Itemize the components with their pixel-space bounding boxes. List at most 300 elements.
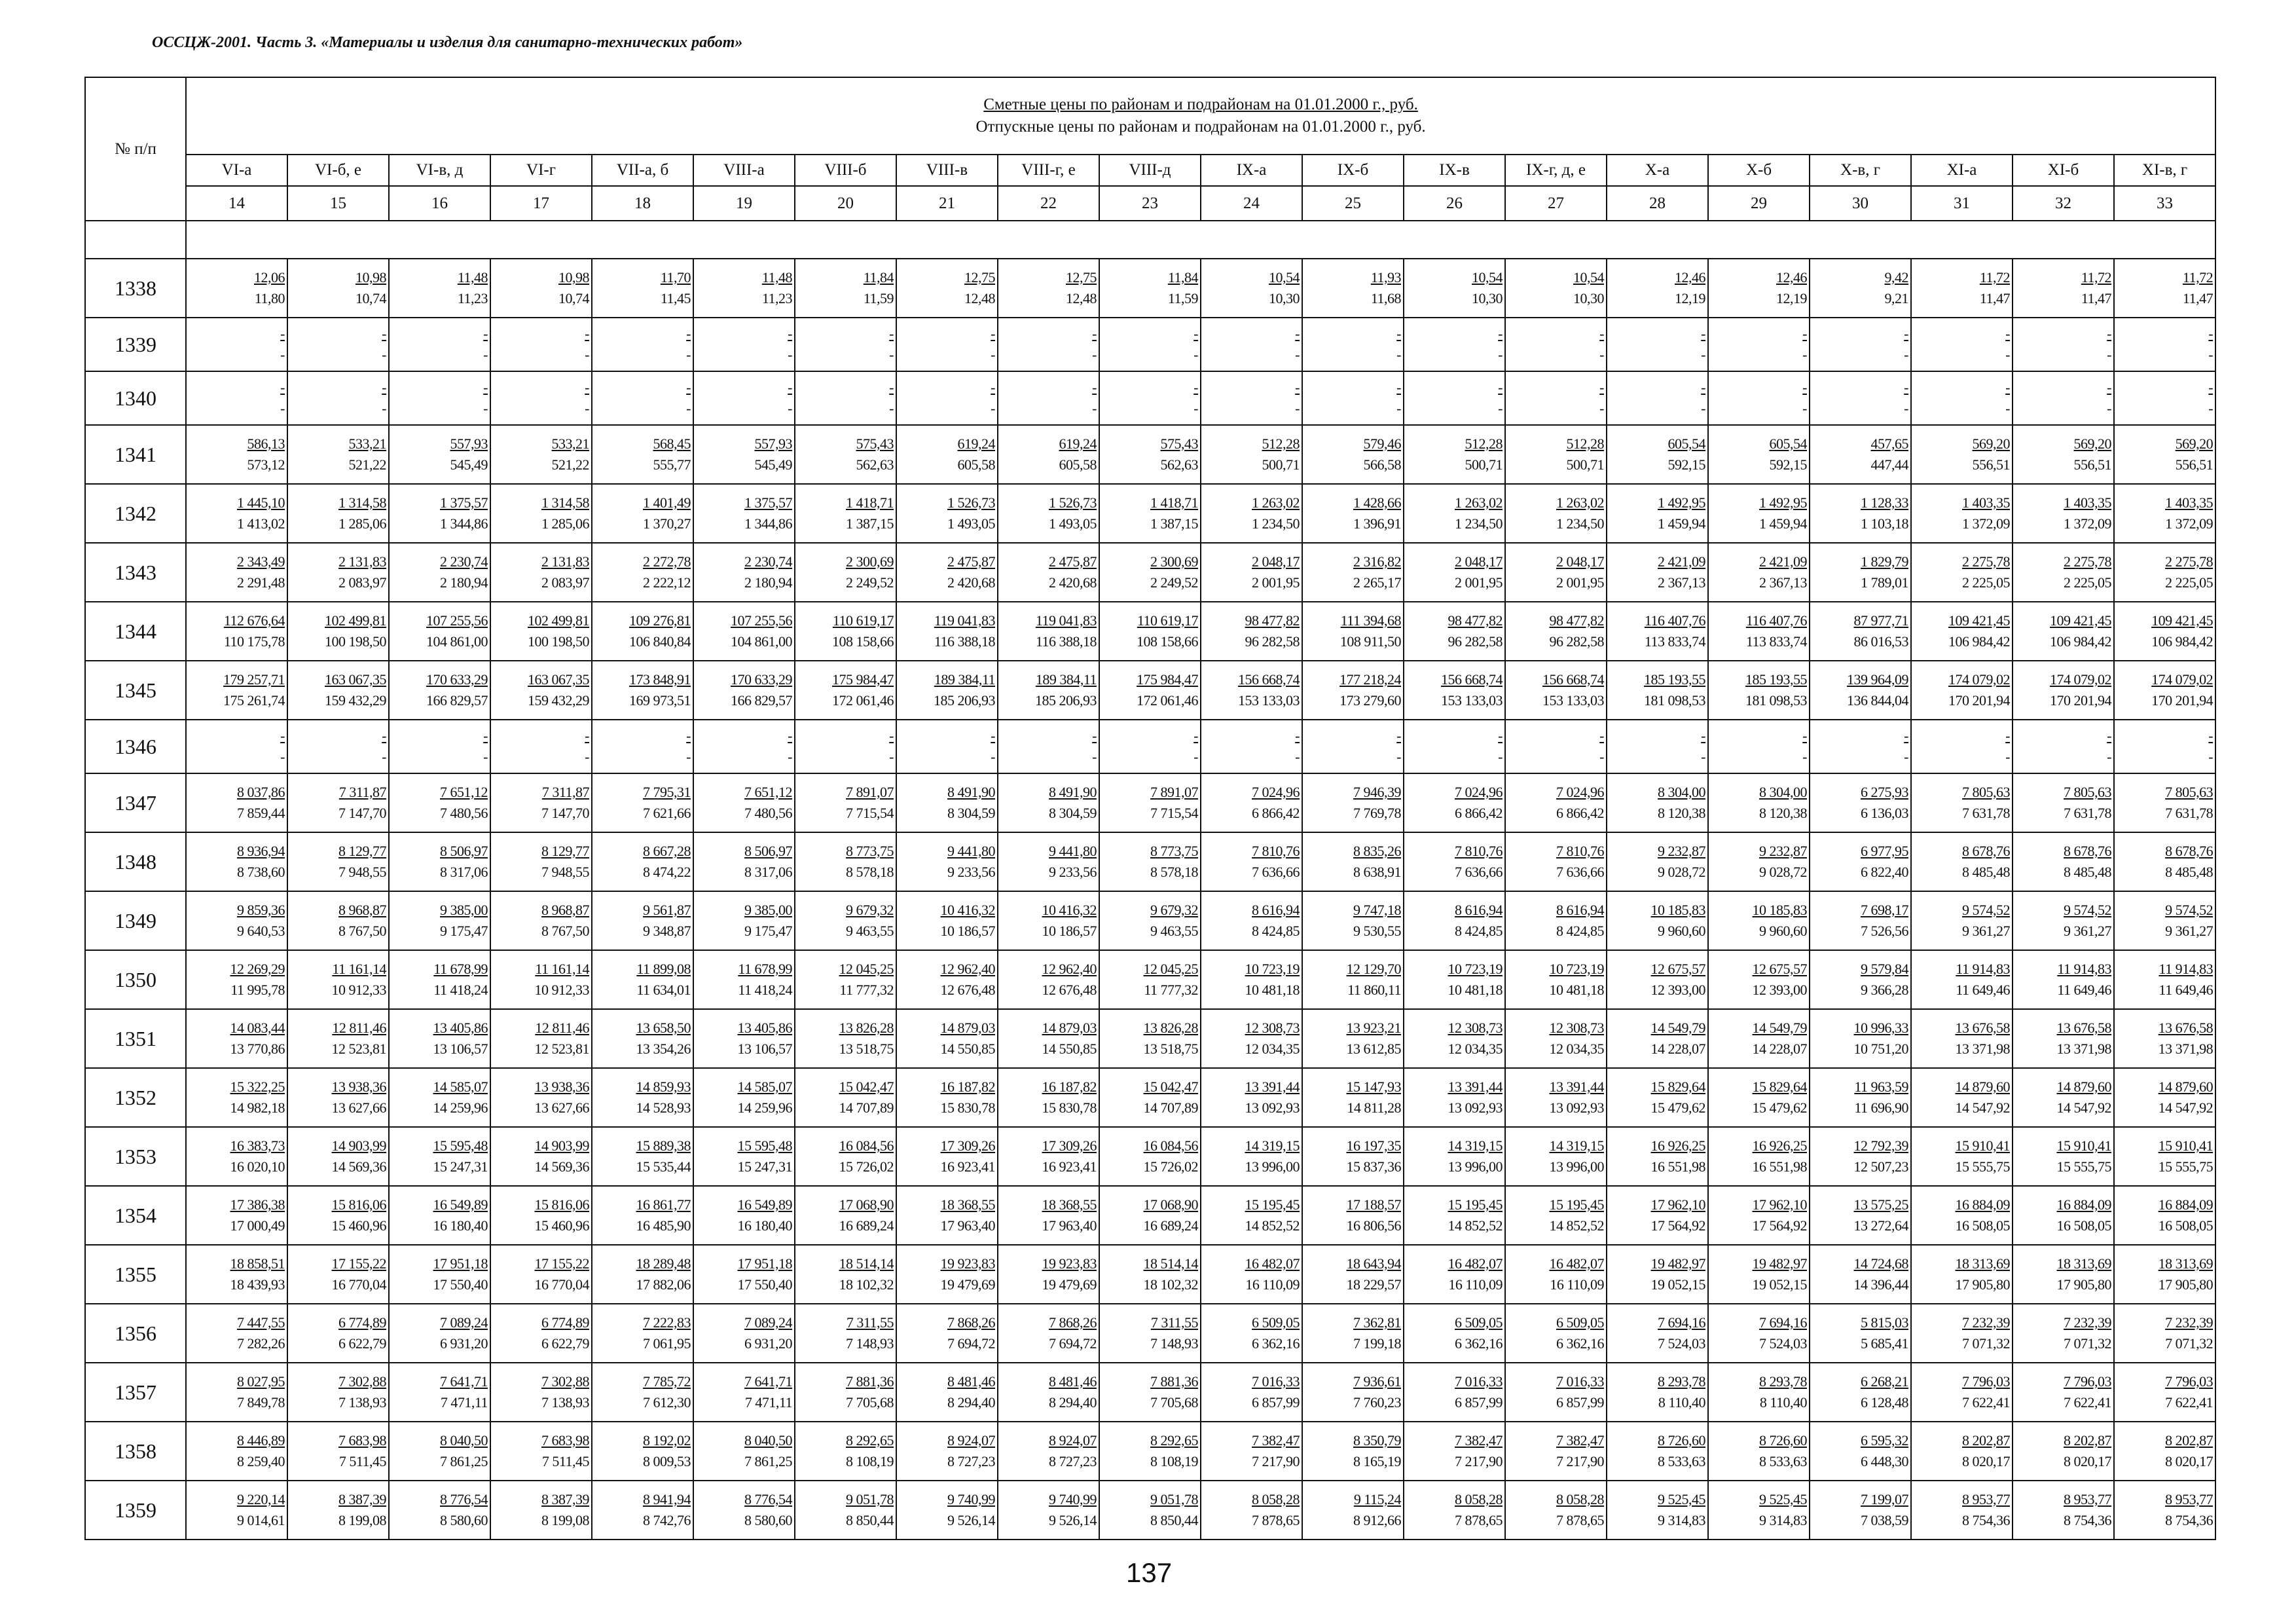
price-cell xyxy=(186,1422,287,1481)
estimate-price: - xyxy=(788,325,792,342)
price-cell xyxy=(1404,425,1505,484)
price-cell xyxy=(592,1422,693,1481)
release-price: 7 622,41 xyxy=(1962,1394,2010,1411)
column-number: 24 xyxy=(1201,186,1302,221)
price-cell xyxy=(1505,318,1607,371)
estimate-price: 14 585,07 xyxy=(433,1079,488,1095)
release-price: 2 291,48 xyxy=(237,574,285,591)
release-price: 7 760,23 xyxy=(1353,1394,1401,1411)
estimate-price: 18 313,69 xyxy=(2056,1255,2111,1272)
estimate-price: 8 678,76 xyxy=(2064,843,2111,859)
release-price: - xyxy=(1194,400,1198,416)
estimate-price: 87 977,71 xyxy=(1853,612,1908,629)
estimate-price: - xyxy=(788,379,792,396)
release-price: 8 912,66 xyxy=(1353,1512,1401,1528)
estimate-price: - xyxy=(1194,325,1198,342)
price-cell xyxy=(1505,259,1607,318)
release-price: 8 578,18 xyxy=(846,864,894,880)
release-price: 7 480,56 xyxy=(440,805,488,821)
price-cell xyxy=(896,371,998,425)
estimate-price: 8 953,77 xyxy=(2165,1491,2214,1507)
estimate-price: 7 694,16 xyxy=(1759,1314,1807,1331)
release-price: 12,19 xyxy=(1776,290,1807,306)
release-price: 7 480,56 xyxy=(744,805,792,821)
row-number: 1352 xyxy=(85,1068,186,1127)
price-cell xyxy=(2013,1068,2114,1127)
release-price: 11 649,46 xyxy=(2057,982,2111,998)
estimate-price: 9 051,78 xyxy=(1150,1491,1198,1507)
release-price: 10,30 xyxy=(1573,290,1604,306)
estimate-price: 18 289,48 xyxy=(636,1255,691,1272)
price-cell xyxy=(1302,1363,1404,1422)
price-cell xyxy=(1302,371,1404,425)
price-cell xyxy=(1302,1304,1404,1363)
price-cell xyxy=(1302,259,1404,318)
price-cell xyxy=(1404,1009,1505,1068)
estimate-price: 15 042,47 xyxy=(1143,1079,1198,1095)
release-price: 11 418,24 xyxy=(433,982,488,998)
region-header: XI-а xyxy=(1911,155,2013,186)
release-price: 18 102,32 xyxy=(1143,1276,1198,1293)
estimate-price: 557,93 xyxy=(450,435,488,452)
release-price: 9 314,83 xyxy=(1658,1512,1705,1528)
estimate-price: 8 027,95 xyxy=(237,1373,285,1390)
estimate-price: - xyxy=(483,379,488,396)
row-number: 1345 xyxy=(85,661,186,720)
release-price: 1 789,01 xyxy=(1861,574,1908,591)
estimate-price: 9 679,32 xyxy=(1150,902,1198,918)
estimate-price: 18 514,14 xyxy=(1143,1255,1198,1272)
release-price: 1 372,09 xyxy=(1962,515,2010,532)
price-cell xyxy=(1099,318,1201,371)
release-price: 9 361,27 xyxy=(2064,923,2111,939)
estimate-price: 2 048,17 xyxy=(1455,553,1503,570)
release-price: 8 578,18 xyxy=(1150,864,1198,880)
price-cell xyxy=(389,1422,490,1481)
release-price: 2 222,12 xyxy=(643,574,691,591)
release-price: 8 120,38 xyxy=(1658,805,1705,821)
estimate-price: 7 805,63 xyxy=(2165,784,2214,800)
region-header: VI-б, е xyxy=(287,155,389,186)
release-price: 9 175,47 xyxy=(440,923,488,939)
release-price: 170 201,94 xyxy=(2050,692,2111,709)
release-price: 14 852,52 xyxy=(1549,1217,1604,1234)
price-cell xyxy=(389,371,490,425)
price-cell xyxy=(1099,832,1201,891)
release-price: 104 861,00 xyxy=(426,633,488,650)
price-cell xyxy=(1201,773,1302,832)
estimate-price: 98 477,82 xyxy=(1549,612,1604,629)
price-cell xyxy=(1911,1068,2013,1127)
release-price: 14 569,36 xyxy=(534,1158,589,1175)
estimate-price: 9 574,52 xyxy=(2165,902,2214,918)
release-price: 13 518,75 xyxy=(1143,1041,1198,1057)
release-price: 7 147,70 xyxy=(541,805,589,821)
estimate-price: 7 698,17 xyxy=(1861,902,1908,918)
estimate-price: 1 492,95 xyxy=(1759,494,1807,511)
estimate-price: 512,28 xyxy=(1566,435,1604,452)
price-cell xyxy=(186,773,287,832)
estimate-price: 11,84 xyxy=(1167,269,1198,286)
estimate-price: 139 964,09 xyxy=(1847,671,1908,688)
price-cell xyxy=(1607,773,1708,832)
price-cell xyxy=(998,773,1099,832)
estimate-price: 7 796,03 xyxy=(1962,1373,2010,1390)
price-cell xyxy=(1201,1363,1302,1422)
estimate-price: 15 322,25 xyxy=(230,1079,285,1095)
release-price: 6 128,48 xyxy=(1861,1394,1908,1411)
estimate-price: 7 683,98 xyxy=(338,1432,386,1449)
estimate-price: 8 667,28 xyxy=(643,843,691,859)
price-cell xyxy=(998,543,1099,602)
estimate-price: 12 045,25 xyxy=(1143,961,1198,977)
release-price: 7 471,11 xyxy=(744,1394,792,1411)
column-number: 16 xyxy=(389,186,490,221)
release-price: 9 014,61 xyxy=(237,1512,285,1528)
price-cell xyxy=(592,661,693,720)
estimate-price: 568,45 xyxy=(653,435,691,452)
estimate-price: 1 428,66 xyxy=(1353,494,1401,511)
price-cell xyxy=(490,425,592,484)
estimate-price: 457,65 xyxy=(1870,435,1908,452)
price-cell xyxy=(795,720,896,773)
release-price: 7 861,25 xyxy=(440,1453,488,1469)
release-price: - xyxy=(1904,346,1908,363)
release-price: - xyxy=(2005,346,2010,363)
release-price: - xyxy=(2208,346,2214,363)
estimate-price: 8 304,00 xyxy=(1759,784,1807,800)
price-cell xyxy=(896,602,998,661)
price-cell xyxy=(1708,1304,1810,1363)
release-price: 13 371,98 xyxy=(2056,1041,2111,1057)
price-cell xyxy=(490,1186,592,1245)
estimate-price: 1 314,58 xyxy=(338,494,386,511)
row-number-header: № п/п xyxy=(85,77,186,221)
release-price: - xyxy=(1295,748,1300,765)
price-cell xyxy=(998,1422,1099,1481)
release-price: 2 225,05 xyxy=(1962,574,2010,591)
release-price: 7 138,93 xyxy=(338,1394,386,1411)
price-cell xyxy=(1810,1422,1911,1481)
estimate-price: 7 683,98 xyxy=(541,1432,589,1449)
price-cell xyxy=(1810,773,1911,832)
price-cell xyxy=(1099,1481,1201,1540)
price-cell xyxy=(389,484,490,543)
release-price: 15 535,44 xyxy=(636,1158,691,1175)
price-cell xyxy=(592,543,693,602)
estimate-price: 7 311,55 xyxy=(846,1314,894,1331)
region-header: X-б xyxy=(1708,155,1810,186)
price-cell xyxy=(1708,1068,1810,1127)
estimate-price: 8 726,60 xyxy=(1759,1432,1807,1449)
estimate-price: 16 884,09 xyxy=(2056,1196,2111,1213)
release-price: 14 852,52 xyxy=(1245,1217,1300,1234)
estimate-price: 1 375,57 xyxy=(440,494,488,511)
estimate-price: 8 773,75 xyxy=(846,843,894,859)
column-numbers-row xyxy=(85,186,2215,221)
estimate-price: 14 879,60 xyxy=(2158,1079,2214,1095)
release-price: 10 481,18 xyxy=(1549,982,1604,998)
region-header: VIII-г, е xyxy=(998,155,1099,186)
region-header: VI-г xyxy=(490,155,592,186)
price-cell xyxy=(1708,832,1810,891)
price-cell xyxy=(389,773,490,832)
release-price: 170 201,94 xyxy=(1948,692,2010,709)
column-number: 26 xyxy=(1404,186,1505,221)
release-price: 8 020,17 xyxy=(2064,1453,2111,1469)
estimate-price: 7 362,81 xyxy=(1353,1314,1401,1331)
price-cell xyxy=(1810,891,1911,950)
release-price: 106 984,42 xyxy=(2151,633,2214,650)
estimate-price: 2 475,87 xyxy=(1049,553,1097,570)
release-price: 573,12 xyxy=(247,456,285,473)
estimate-price: 107 255,56 xyxy=(426,612,488,629)
release-price: 16 923,41 xyxy=(1042,1158,1097,1175)
release-price: 13 092,93 xyxy=(1448,1099,1503,1116)
row-number: 1356 xyxy=(85,1304,186,1363)
price-cell xyxy=(1810,1186,1911,1245)
estimate-price: - xyxy=(1092,379,1097,396)
price-cell xyxy=(795,1422,896,1481)
price-cell xyxy=(1201,1068,1302,1127)
estimate-price: 15 910,41 xyxy=(1955,1137,2010,1154)
price-cell xyxy=(490,1127,592,1186)
release-price: 556,51 xyxy=(2073,456,2111,473)
release-price: 6 866,42 xyxy=(1455,805,1503,821)
price-cell xyxy=(1099,1422,1201,1481)
release-price: - xyxy=(2107,346,2111,363)
estimate-price: 1 403,35 xyxy=(1962,494,2010,511)
estimate-price: 14 549,79 xyxy=(1752,1020,1807,1036)
table-row xyxy=(85,1186,2215,1245)
estimate-price: 16 383,73 xyxy=(230,1137,285,1154)
spacer-cell xyxy=(186,221,2215,259)
estimate-price: 8 037,86 xyxy=(237,784,285,800)
release-price: 96 282,58 xyxy=(1245,633,1300,650)
release-price: 7 878,65 xyxy=(1556,1512,1604,1528)
release-price: 1 413,02 xyxy=(237,515,285,532)
release-price: 7 071,32 xyxy=(1962,1335,2010,1352)
estimate-price: 18 514,14 xyxy=(839,1255,894,1272)
price-cell xyxy=(389,1363,490,1422)
release-price: 9 463,55 xyxy=(846,923,894,939)
price-cell xyxy=(795,371,896,425)
release-price: 11 418,24 xyxy=(738,982,792,998)
price-cell xyxy=(1505,1009,1607,1068)
release-price: 14 547,92 xyxy=(2158,1099,2214,1116)
release-price: 16 180,40 xyxy=(737,1217,792,1234)
estimate-price: 16 884,09 xyxy=(2158,1196,2214,1213)
estimate-price: 16 197,35 xyxy=(1346,1137,1401,1154)
estimate-price: 7 868,26 xyxy=(947,1314,995,1331)
release-price: 8 767,50 xyxy=(338,923,386,939)
estimate-price: 1 445,10 xyxy=(237,494,285,511)
release-price: 14 982,18 xyxy=(230,1099,285,1116)
column-number: 22 xyxy=(998,186,1099,221)
release-price: 10 751,20 xyxy=(1853,1041,1908,1057)
price-cell xyxy=(186,891,287,950)
release-price: 521,22 xyxy=(551,456,589,473)
price-cell xyxy=(1505,484,1607,543)
column-number: 14 xyxy=(186,186,287,221)
release-price: 11 777,32 xyxy=(839,982,894,998)
price-cell xyxy=(998,484,1099,543)
price-cell xyxy=(287,661,389,720)
table-row xyxy=(85,832,2215,891)
estimate-price: 8 350,79 xyxy=(1353,1432,1401,1449)
release-price: - xyxy=(382,400,386,416)
price-cell xyxy=(2013,259,2114,318)
release-price: 15 479,62 xyxy=(1752,1099,1807,1116)
release-price: 9 361,27 xyxy=(1962,923,2010,939)
estimate-price: 8 293,78 xyxy=(1759,1373,1807,1390)
release-price: 7 715,54 xyxy=(846,805,894,821)
price-cell xyxy=(287,371,389,425)
release-price: - xyxy=(788,748,792,765)
price-cell xyxy=(1099,1068,1201,1127)
estimate-price: 163 067,35 xyxy=(528,671,589,688)
price-cell xyxy=(1911,425,2013,484)
release-price: 16 551,98 xyxy=(1752,1158,1807,1175)
release-price: 8 727,23 xyxy=(947,1453,995,1469)
price-cell xyxy=(1607,950,1708,1009)
row-number: 1353 xyxy=(85,1127,186,1186)
price-cell xyxy=(1607,1186,1708,1245)
price-cell xyxy=(1810,602,1911,661)
estimate-price: 16 884,09 xyxy=(1955,1196,2010,1213)
release-price: - xyxy=(585,748,589,765)
price-cell xyxy=(1708,425,1810,484)
estimate-price: 9 747,18 xyxy=(1353,902,1401,918)
estimate-price: 163 067,35 xyxy=(325,671,386,688)
estimate-price: - xyxy=(483,325,488,342)
estimate-price: 7 785,72 xyxy=(643,1373,691,1390)
price-cell xyxy=(896,318,998,371)
estimate-price: 8 726,60 xyxy=(1658,1432,1705,1449)
column-number: 33 xyxy=(2114,186,2215,221)
price-cell xyxy=(1404,1068,1505,1127)
release-price: 108 911,50 xyxy=(1339,633,1401,650)
price-cell xyxy=(389,1068,490,1127)
price-cell xyxy=(1201,259,1302,318)
release-price: 8 580,60 xyxy=(440,1512,488,1528)
release-price: 6 857,99 xyxy=(1455,1394,1503,1411)
price-cell xyxy=(1708,1481,1810,1540)
price-cell xyxy=(490,1245,592,1304)
price-cell xyxy=(1708,371,1810,425)
price-cell xyxy=(1911,602,2013,661)
release-price: 545,49 xyxy=(754,456,792,473)
table-row xyxy=(85,1009,2215,1068)
release-price: 17 905,80 xyxy=(2056,1276,2111,1293)
estimate-price: 8 616,94 xyxy=(1252,902,1300,918)
release-price: - xyxy=(991,400,995,416)
price-cell xyxy=(1708,543,1810,602)
price-cell xyxy=(2114,425,2215,484)
release-price: 556,51 xyxy=(1972,456,2010,473)
price-cell xyxy=(1810,1245,1911,1304)
region-header: XI-б xyxy=(2013,155,2114,186)
price-cell xyxy=(693,661,795,720)
release-price: 8 533,63 xyxy=(1658,1453,1705,1469)
price-cell xyxy=(896,950,998,1009)
price-cell xyxy=(896,891,998,950)
row-number: 1349 xyxy=(85,891,186,950)
price-cell xyxy=(2013,1304,2114,1363)
price-cell xyxy=(2013,371,2114,425)
release-price: 7 878,65 xyxy=(1455,1512,1503,1528)
estimate-price: 12 308,73 xyxy=(1549,1020,1604,1036)
price-cell xyxy=(1302,1186,1404,1245)
estimate-price: 2 131,83 xyxy=(541,553,589,570)
release-price: 2 367,13 xyxy=(1759,574,1807,591)
estimate-price: 9 561,87 xyxy=(643,902,691,918)
estimate-price: 8 293,78 xyxy=(1658,1373,1705,1390)
price-cell xyxy=(389,720,490,773)
price-cell xyxy=(389,1245,490,1304)
estimate-price: 16 084,56 xyxy=(839,1137,894,1154)
estimate-price: 9 859,36 xyxy=(237,902,285,918)
release-price: 6 136,03 xyxy=(1861,805,1908,821)
row-number: 1354 xyxy=(85,1186,186,1245)
release-price: 9 233,56 xyxy=(947,864,995,880)
price-cell xyxy=(1708,773,1810,832)
estimate-price: - xyxy=(1599,325,1604,342)
release-price: - xyxy=(1092,400,1097,416)
release-price: 14 259,96 xyxy=(433,1099,488,1116)
table-row xyxy=(85,1422,2215,1481)
release-price: 500,71 xyxy=(1566,456,1604,473)
release-price: 1 344,86 xyxy=(744,515,792,532)
estimate-price: 1 263,02 xyxy=(1455,494,1503,511)
estimate-price: 11,70 xyxy=(660,269,691,286)
region-header: VI-а xyxy=(186,155,287,186)
price-cell xyxy=(1505,1068,1607,1127)
price-cell xyxy=(896,773,998,832)
price-cell xyxy=(1099,1127,1201,1186)
estimate-price: 156 668,74 xyxy=(1441,671,1503,688)
release-price: 13 371,98 xyxy=(2158,1041,2214,1057)
estimate-price: - xyxy=(2005,728,2010,744)
price-cell xyxy=(795,1304,896,1363)
price-cell xyxy=(1708,259,1810,318)
price-cell xyxy=(2114,318,2215,371)
estimate-price: 7 311,87 xyxy=(541,784,589,800)
table-row xyxy=(85,1481,2215,1540)
price-cell xyxy=(1201,602,1302,661)
estimate-price: - xyxy=(686,325,691,342)
price-cell xyxy=(2013,425,2114,484)
estimate-price: 17 309,26 xyxy=(1042,1137,1097,1154)
release-price: - xyxy=(991,346,995,363)
price-cell xyxy=(287,950,389,1009)
release-price: 9 233,56 xyxy=(1049,864,1097,880)
release-price: 14 550,85 xyxy=(940,1041,995,1057)
estimate-price: 18 313,69 xyxy=(1955,1255,2010,1272)
estimate-price: - xyxy=(1498,379,1503,396)
estimate-price: 11 899,08 xyxy=(636,961,691,977)
estimate-price: 1 375,57 xyxy=(744,494,792,511)
estimate-price: 7 805,63 xyxy=(2064,784,2111,800)
release-price: 8 727,23 xyxy=(1049,1453,1097,1469)
release-price: - xyxy=(382,748,386,765)
release-price: 8 304,59 xyxy=(947,805,995,821)
price-cell xyxy=(795,832,896,891)
estimate-price: 19 923,83 xyxy=(940,1255,995,1272)
price-cell xyxy=(2013,720,2114,773)
price-cell xyxy=(896,259,998,318)
release-price: 14 707,89 xyxy=(1143,1099,1198,1116)
